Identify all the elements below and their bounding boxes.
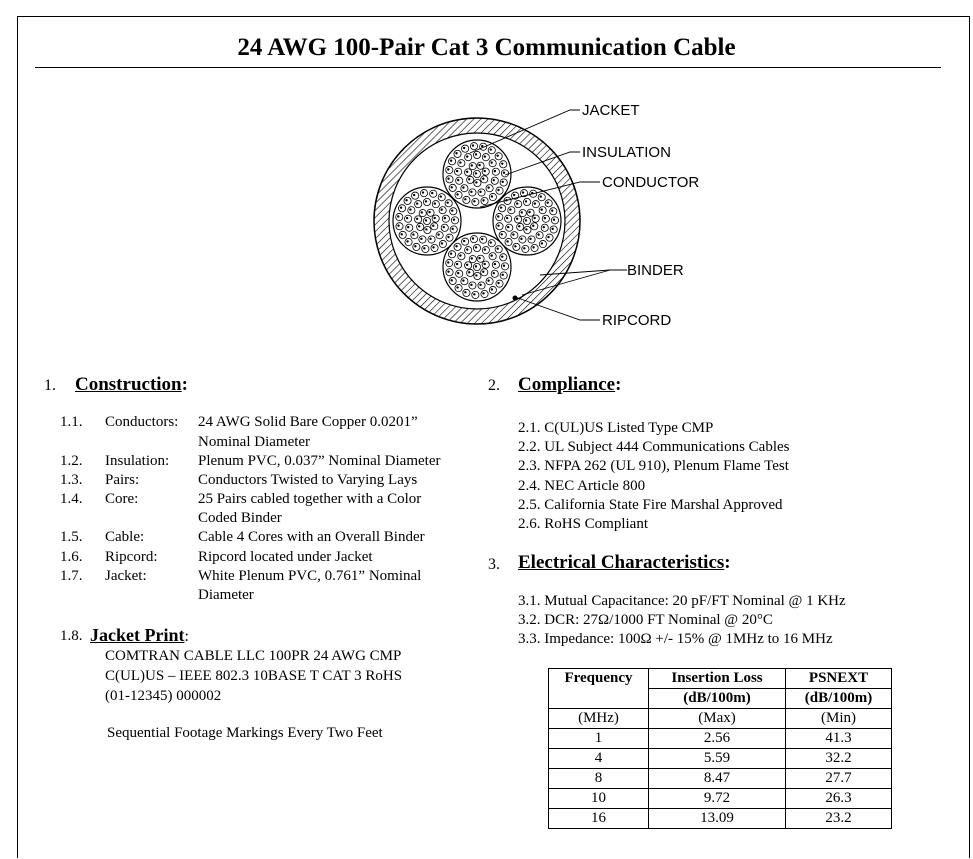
conductor bbox=[446, 201, 448, 203]
conductor bbox=[475, 274, 477, 276]
construction-item-num: 1.1. bbox=[60, 414, 83, 430]
conductor bbox=[501, 233, 503, 235]
conductor bbox=[493, 272, 495, 274]
table-cell: 8.47 bbox=[649, 769, 786, 789]
callout-jacket: JACKET bbox=[582, 102, 640, 119]
conductor bbox=[490, 254, 492, 256]
conductor bbox=[525, 200, 527, 202]
conductor bbox=[484, 248, 486, 250]
conductor bbox=[529, 238, 531, 240]
table-subheader-row bbox=[549, 689, 892, 709]
conductor bbox=[503, 265, 505, 267]
table-cell: 5.59 bbox=[649, 749, 786, 769]
conductor bbox=[425, 228, 427, 230]
table-cell: 2.56 bbox=[649, 729, 786, 749]
conductor bbox=[397, 224, 399, 226]
conductor bbox=[541, 242, 543, 244]
conductor bbox=[459, 161, 461, 163]
conductor bbox=[497, 215, 499, 217]
construction-item-num: 1.2. bbox=[60, 453, 83, 469]
conductor bbox=[433, 217, 435, 219]
conductor bbox=[525, 228, 527, 230]
conductor bbox=[491, 288, 493, 290]
table-cell: 32.2 bbox=[786, 749, 892, 769]
callout-insulation: INSULATION bbox=[582, 144, 671, 161]
conductor bbox=[482, 178, 484, 180]
construction-heading: Construction: bbox=[75, 374, 188, 395]
conductor bbox=[432, 246, 434, 248]
title-rule bbox=[35, 67, 941, 68]
conductor bbox=[464, 291, 466, 293]
conductor bbox=[493, 179, 495, 181]
conductor bbox=[475, 246, 477, 248]
conductor bbox=[532, 246, 534, 248]
conductor bbox=[512, 233, 514, 235]
table-cell: 26.3 bbox=[786, 789, 892, 809]
conductor bbox=[447, 168, 449, 170]
conductor bbox=[509, 208, 511, 210]
conductor bbox=[457, 179, 459, 181]
electrical-heading: Electrical Characteristics: bbox=[518, 552, 731, 573]
construction-item-text: Ripcord located under Jacket bbox=[198, 549, 373, 565]
construction-item-text: 25 Pairs cabled together with a Color bbox=[198, 491, 422, 507]
conductor bbox=[478, 257, 480, 259]
conductor bbox=[413, 194, 415, 196]
conductor bbox=[418, 225, 420, 227]
construction-item-text: Coded Binder bbox=[198, 510, 282, 526]
conductor bbox=[537, 233, 539, 235]
construction-item-num: 1.3. bbox=[60, 472, 83, 488]
electrical-table bbox=[548, 668, 892, 829]
conductor bbox=[506, 217, 508, 219]
compliance-item: 2.3. NFPA 262 (UL 910), Plenum Flame Test bbox=[518, 458, 789, 474]
table-cell: 27.7 bbox=[786, 769, 892, 789]
conductor bbox=[464, 198, 466, 200]
compliance-item: 2.5. California State Fire Marshal Approved bbox=[518, 497, 783, 513]
conductor bbox=[471, 164, 473, 166]
compliance-heading: Compliance: bbox=[518, 374, 622, 395]
conductor bbox=[451, 186, 453, 188]
table-cell: 23.2 bbox=[786, 809, 892, 829]
header-frequency: Frequency bbox=[549, 669, 649, 689]
conductor bbox=[416, 218, 418, 220]
conductor bbox=[468, 271, 470, 273]
conductor bbox=[462, 186, 464, 188]
conductor bbox=[501, 274, 503, 276]
table-header-row bbox=[549, 669, 892, 689]
conductor bbox=[434, 202, 436, 204]
conductor bbox=[503, 172, 505, 174]
table-cell: 8 bbox=[549, 769, 649, 789]
conductor bbox=[425, 219, 427, 221]
conductor bbox=[412, 233, 414, 235]
conductor bbox=[553, 219, 555, 221]
construction-item-text: Diameter bbox=[198, 587, 254, 603]
table-cell: 10 bbox=[549, 789, 649, 809]
conductor bbox=[416, 202, 418, 204]
construction-item-text: Cable 4 Cores with an Overall Binder bbox=[198, 529, 425, 545]
callout-ripcord: RIPCORD bbox=[602, 312, 672, 329]
conductor bbox=[457, 272, 459, 274]
conductor bbox=[490, 241, 492, 243]
callout-conductor: CONDUCTOR bbox=[602, 174, 700, 191]
conductor bbox=[405, 199, 407, 201]
conductor bbox=[409, 208, 411, 210]
conductor bbox=[501, 255, 503, 257]
table-row bbox=[549, 729, 892, 749]
conductor bbox=[473, 200, 475, 202]
construction-item-label: Jacket: bbox=[105, 568, 147, 584]
header-psnext: PSNEXT bbox=[786, 669, 892, 689]
conductor bbox=[459, 254, 461, 256]
conductor bbox=[466, 264, 468, 266]
conductor bbox=[455, 152, 457, 154]
conductor bbox=[551, 228, 553, 230]
conductor bbox=[479, 191, 481, 193]
conductor bbox=[540, 208, 542, 210]
conductor bbox=[432, 225, 434, 227]
conductor bbox=[451, 228, 453, 230]
construction-item-text: Plenum PVC, 0.037” Nominal Diameter bbox=[198, 453, 441, 469]
cable-cross-section-diagram bbox=[370, 95, 730, 335]
electrical-item: 3.2. DCR: 27Ω/1000 FT Nominal @ 20°C bbox=[518, 612, 773, 628]
conductor bbox=[431, 192, 433, 194]
conductor bbox=[475, 265, 477, 267]
conductor bbox=[470, 284, 472, 286]
conductor bbox=[475, 153, 477, 155]
conductor bbox=[470, 191, 472, 193]
electrical-number: 3. bbox=[488, 556, 500, 573]
conductor bbox=[525, 219, 527, 221]
construction-item-num: 1.5. bbox=[60, 529, 83, 545]
table-cell: 13.09 bbox=[649, 809, 786, 829]
conductor bbox=[414, 245, 416, 247]
conductor bbox=[466, 171, 468, 173]
conductor bbox=[479, 284, 481, 286]
conductor bbox=[551, 209, 553, 211]
conductor bbox=[490, 148, 492, 150]
conductor bbox=[468, 178, 470, 180]
conductor bbox=[532, 225, 534, 227]
conductor bbox=[540, 195, 542, 197]
conductor bbox=[533, 217, 535, 219]
construction-item-text: 24 AWG Solid Bare Copper 0.0201” bbox=[198, 414, 418, 430]
jacket-print-line: (01-12345) 000002 bbox=[105, 688, 222, 704]
electrical-item: 3.1. Mutual Capacitance: 20 pF/FT Nominal @ 1 KHz bbox=[518, 593, 846, 609]
conductor bbox=[496, 154, 498, 156]
conductor bbox=[501, 162, 503, 164]
subheader-insertion-loss: (dB/100m) bbox=[649, 689, 786, 709]
construction-item-text: White Plenum PVC, 0.761” Nominal bbox=[198, 568, 422, 584]
conductor bbox=[406, 240, 408, 242]
conductor bbox=[483, 170, 485, 172]
conductor bbox=[421, 211, 423, 213]
footage-markings-text: Sequential Footage Markings Every Two Feet bbox=[107, 725, 383, 741]
compliance-item: 2.6. RoHS Compliant bbox=[518, 516, 649, 532]
compliance-item: 2.1. C(UL)US Listed Type CMP bbox=[518, 420, 714, 436]
conductor bbox=[456, 263, 458, 265]
conductor bbox=[482, 271, 484, 273]
table-row bbox=[549, 769, 892, 789]
conductor bbox=[522, 191, 524, 193]
compliance-item: 2.2. UL Subject 444 Communications Cables bbox=[518, 439, 790, 455]
subheader-psnext: (dB/100m) bbox=[786, 689, 892, 709]
conductor bbox=[501, 181, 503, 183]
conductor bbox=[497, 282, 499, 284]
conductor bbox=[473, 293, 475, 295]
construction-item-num: 1.4. bbox=[60, 491, 83, 507]
conductor bbox=[491, 195, 493, 197]
conductor bbox=[472, 237, 474, 239]
conductor bbox=[466, 155, 468, 157]
conductor bbox=[447, 261, 449, 263]
construction-item-num: 1.7. bbox=[60, 568, 83, 584]
construction-item-label: Core: bbox=[105, 491, 139, 507]
conductor bbox=[400, 206, 402, 208]
conductor bbox=[518, 225, 520, 227]
conductor bbox=[401, 233, 403, 235]
conductor bbox=[429, 238, 431, 240]
conductor bbox=[497, 189, 499, 191]
construction-item-label: Insulation: bbox=[105, 453, 170, 469]
conductor bbox=[478, 164, 480, 166]
conductor bbox=[544, 217, 546, 219]
table-cell: 1 bbox=[549, 729, 649, 749]
conductor bbox=[471, 257, 473, 259]
conductor bbox=[455, 245, 457, 247]
conductor bbox=[513, 194, 515, 196]
jacket-print-heading: Jacket Print: bbox=[90, 625, 189, 645]
jacket-print-number: 1.8. bbox=[60, 628, 83, 644]
conductor bbox=[406, 217, 408, 219]
conductor bbox=[422, 191, 424, 193]
table-cell: 9.72 bbox=[649, 789, 786, 809]
compliance-item: 2.4. NEC Article 800 bbox=[518, 478, 646, 494]
conductor bbox=[397, 215, 399, 217]
conductor bbox=[475, 172, 477, 174]
construction-item-label: Pairs: bbox=[105, 472, 140, 488]
construction-item-text: Nominal Diameter bbox=[198, 434, 311, 450]
table-cell: 4 bbox=[549, 749, 649, 769]
conductor bbox=[521, 211, 523, 213]
table-cell: 16 bbox=[549, 809, 649, 829]
construction-item-label: Cable: bbox=[105, 529, 145, 545]
conductor bbox=[437, 233, 439, 235]
conductor bbox=[453, 219, 455, 221]
conductor bbox=[463, 147, 465, 149]
conductor bbox=[440, 195, 442, 197]
conductor bbox=[463, 240, 465, 242]
conductor bbox=[447, 236, 449, 238]
table-row bbox=[549, 809, 892, 829]
conductor bbox=[528, 211, 530, 213]
conductor bbox=[496, 247, 498, 249]
conductor bbox=[494, 170, 496, 172]
conductor bbox=[462, 279, 464, 281]
conductor bbox=[487, 279, 489, 281]
conductor bbox=[472, 144, 474, 146]
conductor bbox=[481, 238, 483, 240]
conductor bbox=[451, 279, 453, 281]
header-insertion-loss: Insertion Loss bbox=[649, 669, 786, 689]
conductor bbox=[466, 248, 468, 250]
units-insertion-loss: (Max) bbox=[649, 709, 786, 729]
conductor bbox=[547, 236, 549, 238]
table-cell: 41.3 bbox=[786, 729, 892, 749]
subheader-frequency bbox=[549, 689, 649, 709]
conductor bbox=[423, 247, 425, 249]
conductor bbox=[520, 238, 522, 240]
core-binder bbox=[443, 233, 511, 301]
conductor bbox=[450, 252, 452, 254]
conductor bbox=[407, 226, 409, 228]
conductor bbox=[428, 211, 430, 213]
conductor bbox=[440, 208, 442, 210]
conductor bbox=[500, 206, 502, 208]
table-row bbox=[549, 789, 892, 809]
construction-item-label: Ripcord: bbox=[105, 549, 158, 565]
conductor bbox=[507, 226, 509, 228]
callout-binder: BINDER bbox=[627, 262, 684, 279]
construction-item-text: Conductors Twisted to Varying Lays bbox=[198, 472, 418, 488]
conductor bbox=[447, 270, 449, 272]
conductor bbox=[441, 242, 443, 244]
conductor bbox=[516, 218, 518, 220]
conductor bbox=[516, 202, 518, 204]
conductor bbox=[420, 238, 422, 240]
units-psnext: (Min) bbox=[786, 709, 892, 729]
conductor bbox=[506, 240, 508, 242]
conductor bbox=[514, 245, 516, 247]
electrical-item: 3.3. Impedance: 100Ω +/- 15% @ 1MHz to 16 MHz bbox=[518, 631, 833, 647]
conductor bbox=[482, 199, 484, 201]
conductor bbox=[534, 202, 536, 204]
conductor bbox=[425, 200, 427, 202]
units-frequency: (MHz) bbox=[549, 709, 649, 729]
conductor bbox=[475, 181, 477, 183]
conductor bbox=[487, 186, 489, 188]
conductor bbox=[456, 170, 458, 172]
conductor bbox=[497, 224, 499, 226]
table-row bbox=[549, 749, 892, 769]
conductor bbox=[484, 155, 486, 157]
conductor bbox=[482, 292, 484, 294]
conductor bbox=[456, 193, 458, 195]
conductor bbox=[494, 263, 496, 265]
table-units-row bbox=[549, 709, 892, 729]
conductor bbox=[483, 263, 485, 265]
conductor bbox=[444, 217, 446, 219]
compliance-number: 2. bbox=[488, 377, 500, 394]
conductor bbox=[450, 159, 452, 161]
conductor bbox=[523, 247, 525, 249]
conductor bbox=[546, 201, 548, 203]
conductor bbox=[456, 286, 458, 288]
construction-item-num: 1.6. bbox=[60, 549, 83, 565]
conductor bbox=[451, 209, 453, 211]
construction-item-label: Conductors: bbox=[105, 414, 179, 430]
conductor bbox=[543, 226, 545, 228]
construction-number: 1. bbox=[44, 377, 56, 394]
page-title: 24 AWG 100-Pair Cat 3 Communication Cable bbox=[237, 34, 736, 61]
conductor bbox=[443, 226, 445, 228]
conductor bbox=[447, 177, 449, 179]
jacket-print-line: C(UL)US – IEEE 802.3 10BASE T CAT 3 RoHS bbox=[105, 668, 403, 684]
jacket-print-line: COMTRAN CABLE LLC 100PR 24 AWG CMP bbox=[105, 648, 402, 664]
conductor bbox=[490, 161, 492, 163]
